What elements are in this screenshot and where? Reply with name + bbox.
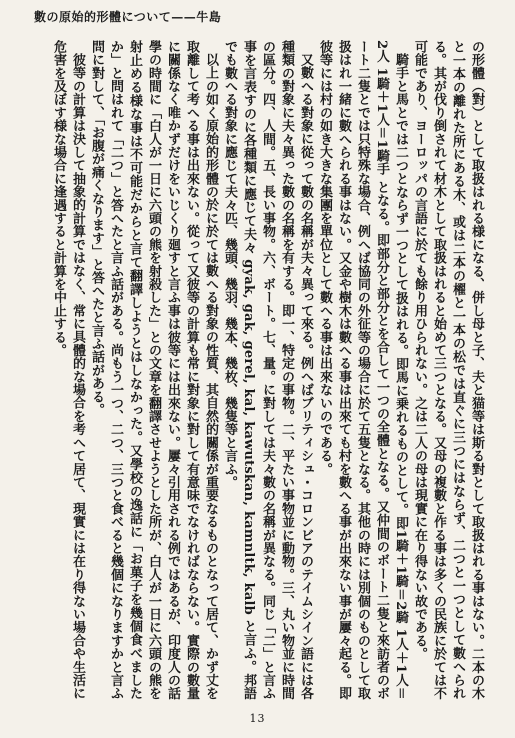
paragraph: の形體（對）として取扱はれる様になる、併し母と子、夫と猫等は斯る對として取扱はれる事はない。二本の木と一本の離れた所にある木、或は二本の櫂と一本の松では直ぐに三つにはならず、二つと一つとして數へられる。其が伐り倒されて材木として取扱はれると始めて三つとなる。又母の複數と作る事は多くの民族に於ては不可能であり、ヨーロッパの言語に於ても餘り用ひられない。之は二人の母は現實に在り得ない故である。 <box>412 40 484 700</box>
paragraph: 騎手と馬とでは二つとならず一つとして扱はれる。即馬に乗れるものとして。即1騎＋1騎＝2騎 1人＋1人＝2人 1騎＋1人＝1騎手 となる。即部分と部分とを合して一つの全體となる。又仲間のボート二隻と來訪者のボート二隻とでは只特殊な場合、例へば協同の外征等の場合に於て五隻となる。其他の時には別個のものとして取扱はれ一緒に數へられる事はない。又金や樹木は數へる事は出來ても村を數へる事が出來ない事が屢々起る。即彼等には村の如き大きな集團を單位として數へる事は出來ないのである。 <box>317 40 408 700</box>
body-text-area <box>30 40 486 700</box>
page-number: 13 <box>249 712 266 725</box>
paragraph: 又數へる對象に從って數の名稱が夫々異って來る。例へばブリティシュ・コロンビアのテイムシイン語には各種類の對象に夫々異った數の名稱を有する。即一、特定の事物。二、平たい事物並に動物。三、丸い物並に時間の區分。四、人間。五、長い事物。六、ボート。七、量。に對しては夫々數の名稱が異なる。同じ「二」と言ふ事を言表すのに各種類に應じて夫々 gyak, gak, gerel, kal, kawutskan, kamnltk, kalb と言ふ。邦語でも數へる對象に應じて夫々匹、幾頭、幾羽、幾本、幾枚、幾隻等と言ふ。 <box>222 40 313 700</box>
running-header: 數の原始的形體について——牛島 <box>34 10 222 24</box>
paragraph: 以上の如く原始的形體の於に於ては數へる對象の性質、其自然的關係が重要なるものとなって居て、かず丈を取離して考へる事は出來ない。從って又彼等の計算も常に對象に對して有意味でなければならない。實際の數量に關係なく唯かずだけをいじくり廻すと言ふ事は彼等には出來ない。屢々引用される例ではあるが、印度人の話學の時間に「白人が一日に六頭の熊を射殺した」との文章を翻譯させようとした所が、白人が一日に六頭の熊を射止める様な事は不可能だからと言て翻譯しようとはしなかった。又學校の逸話に「お菓子を幾個食べましたか」と問はれて「二つ」と答へたと言ふ話がある。尚もう一つ、二つ、三つと食べると幾個になりますかと言ふ問に對して、「お腹が痛くなります」と答へたと言ふ話がある。 <box>89 40 218 700</box>
paragraph: 彼等の計算は決して抽象的計算ではなく、常に具體的な場合を考へて居て、現實には在り得ない場合や生活に危害を及ぼす様な場合に逢遇すると計算を中止する。 <box>51 40 85 700</box>
vertical-text-columns <box>30 40 486 700</box>
